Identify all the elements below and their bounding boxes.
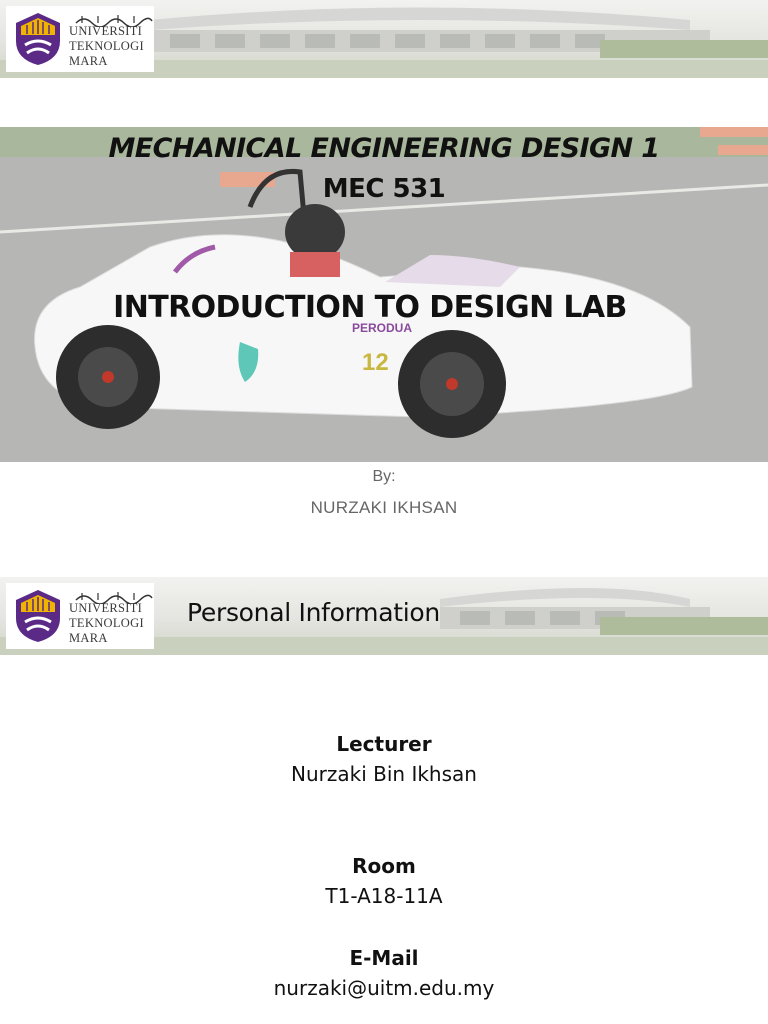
slide-title: Personal Information: [187, 598, 440, 627]
course-code: MEC 531: [322, 174, 446, 204]
author-name: NURZAKI IKHSAN: [310, 498, 458, 517]
info-label: Lecturer: [336, 732, 432, 756]
info-email: [0, 946, 768, 1000]
university-logo: [6, 6, 154, 72]
car-sponsor-label: PERODUA: [352, 321, 413, 335]
car-number-label: 12: [362, 349, 389, 376]
logo-line-1: UNIVERSITI: [69, 24, 143, 38]
info-lecturer: [0, 732, 768, 786]
lecture-title: INTRODUCTION TO DESIGN LAB: [113, 290, 627, 325]
logo-line-2: TEKNOLOGI: [69, 616, 144, 630]
slide1-header-banner: [0, 0, 768, 78]
logo-line-3: MARA: [69, 631, 108, 645]
logo-line-1: UNIVERSITI: [69, 601, 143, 615]
university-name: [69, 24, 144, 69]
course-title: MECHANICAL ENGINEERING DESIGN 1: [108, 133, 660, 164]
logo-line-3: MARA: [69, 54, 108, 68]
info-value: Nurzaki Bin Ikhsan: [291, 762, 477, 786]
by-label: By:: [372, 468, 396, 485]
info-room: [0, 854, 768, 908]
university-logo: [6, 583, 154, 649]
info-label: Room: [352, 854, 416, 878]
email-link[interactable]: nurzaki@uitm.edu.my: [273, 976, 495, 1000]
info-label: E-Mail: [349, 946, 419, 970]
uitm-crest-icon: [13, 11, 63, 67]
logo-line-2: TEKNOLOGI: [69, 39, 144, 53]
uitm-crest-icon: [13, 588, 63, 644]
university-name: [69, 601, 144, 646]
info-value: T1-A18-11A: [325, 884, 443, 908]
